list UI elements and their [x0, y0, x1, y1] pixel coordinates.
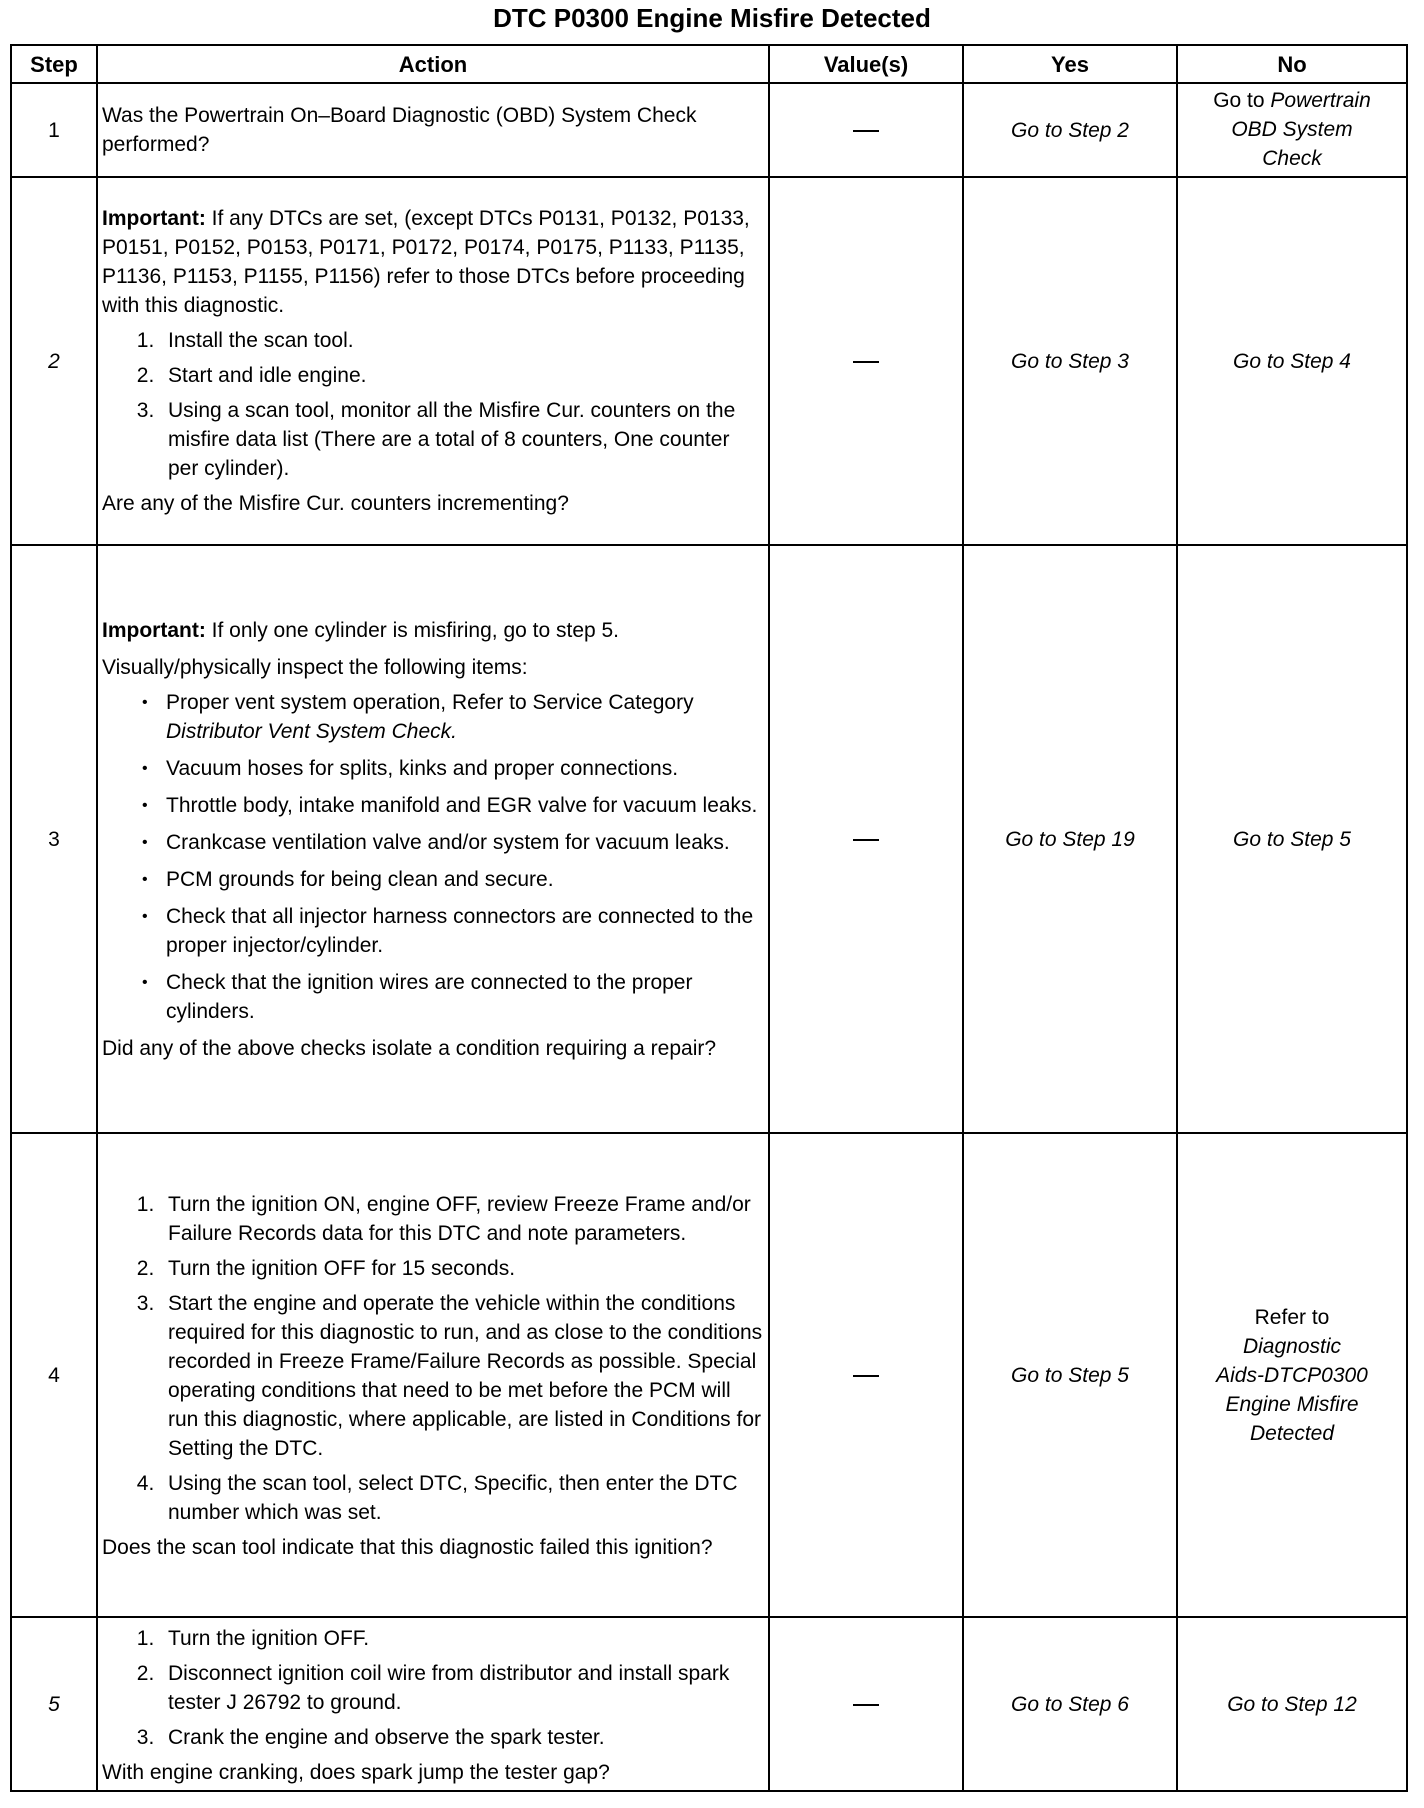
yes-cell: Go to Step 5 [963, 1133, 1177, 1617]
no-cell: Go to Step 12 [1177, 1617, 1407, 1791]
important-note [102, 204, 764, 320]
action-question: Did any of the above checks isolate a condition requiring a repair? [102, 1036, 717, 1060]
step-number: 2 [11, 177, 97, 545]
no-text: Refer to [1254, 1305, 1330, 1329]
action-question: Are any of the Misfire Cur. counters incrementing? [102, 492, 569, 515]
item-reference: Distributor Vent System Check. [166, 719, 457, 743]
action-cell [97, 1617, 769, 1791]
dash-mark [853, 1375, 879, 1377]
list-item: • Throttle body, intake manifold and EGR valve for vacuum leaks. [166, 791, 764, 820]
important-note [102, 616, 764, 645]
no-text: Go to [1213, 89, 1265, 112]
list-item: • Crankcase ventilation valve and/or system for vacuum leaks. [166, 828, 764, 857]
list-item: 2. Turn the ignition OFF for 15 seconds. [166, 1254, 764, 1283]
yes-cell: Go to Step 19 [963, 545, 1177, 1133]
header-step: Step [11, 45, 97, 83]
step-number: 5 [11, 1617, 97, 1791]
dash-mark [853, 839, 879, 841]
list-item: 1. Turn the ignition OFF. [166, 1624, 764, 1653]
list-item: 1. Turn the ignition ON, engine OFF, review Freeze Frame and/or Failure Records data for this DTC and note parameters. [166, 1190, 764, 1248]
yes-cell: Go to Step 2 [963, 83, 1177, 177]
list-item: 3. Crank the engine and observe the spark tester. [166, 1723, 764, 1752]
action-cell [97, 545, 769, 1133]
item-text: Proper vent system operation, Refer to Service Category [166, 690, 694, 714]
important-text: If only one cylinder is misfiring, go to step 5. [205, 618, 620, 642]
no-cell [1177, 83, 1407, 177]
inspection-list [102, 688, 764, 1026]
no-link: Detected [1249, 1421, 1335, 1445]
dash-mark [853, 361, 879, 363]
header-no: No [1177, 45, 1407, 83]
step-number: 4 [11, 1133, 97, 1617]
header-values: Value(s) [769, 45, 963, 83]
value-cell [769, 1617, 963, 1791]
list-item: 3. Start the engine and operate the vehicle within the conditions required for this diagnostic to run, and as close to the conditions recorded in Freeze Frame/Failure Records as possible. Special operating conditions that need to be met before the PCM will run this diagnostic, where applicable, are listed in Conditions for Setting the DTC. [166, 1289, 764, 1463]
header-yes: Yes [963, 45, 1177, 83]
value-cell [769, 1133, 963, 1617]
important-text: If any DTCs are set, (except DTCs P0131, P0132, P0133, P0151, P0152, P0153, P0171, P0172, P0174, P0175, P1133, P1135, P1136, P1153, P1155, P1156) refer to those DTCs before proceeding with this diagnostic. [102, 207, 750, 317]
step-list [102, 1624, 764, 1752]
list-item: • Vacuum hoses for splits, kinks and proper connections. [166, 754, 764, 783]
yes-cell: Go to Step 6 [963, 1617, 1177, 1791]
diagnostic-table [10, 44, 1408, 1792]
yes-cell: Go to Step 3 [963, 177, 1177, 545]
table-header-row [11, 45, 1407, 83]
list-item [166, 688, 764, 746]
step-list [102, 1190, 764, 1527]
step-number: 1 [11, 83, 97, 177]
important-label: Important: [102, 207, 206, 230]
no-link: Engine Misfire [1225, 1392, 1359, 1416]
table-row-step-2 [11, 177, 1407, 545]
dash-mark [853, 1704, 879, 1706]
value-cell [769, 83, 963, 177]
no-cell: Go to Step 5 [1177, 545, 1407, 1133]
action-question: Was the Powertrain On–Board Diagnostic (OBD) System Check performed? [102, 104, 697, 156]
page-title: DTC P0300 Engine Misfire Detected [493, 3, 931, 33]
value-cell [769, 545, 963, 1133]
dash-mark [853, 130, 879, 132]
list-item: 4. Using the scan tool, select DTC, Specific, then enter the DTC number which was set. [166, 1469, 764, 1527]
no-link: Powertrain [1270, 89, 1371, 112]
list-item: • Check that all injector harness connectors are connected to the proper injector/cylinder. [166, 902, 764, 960]
action-cell [97, 177, 769, 545]
step-number: 3 [11, 545, 97, 1133]
list-item: • Check that the ignition wires are connected to the proper cylinders. [166, 968, 764, 1026]
action-cell [97, 83, 769, 177]
table-row-step-3 [11, 545, 1407, 1133]
action-question: With engine cranking, does spark jump the tester gap? [102, 1760, 610, 1784]
list-item: • PCM grounds for being clean and secure. [166, 865, 764, 894]
table-row-step-1 [11, 83, 1407, 177]
header-action: Action [97, 45, 769, 83]
list-item: 1. Install the scan tool. [166, 326, 764, 355]
no-link: Aids-DTCP0300 [1216, 1363, 1368, 1387]
inspection-intro: Visually/physically inspect the following items: [102, 655, 528, 679]
list-item: 3. Using a scan tool, monitor all the Misfire Cur. counters on the misfire data list (There are a total of 8 counters, One counter per cylinder). [166, 396, 764, 483]
table-row-step-4 [11, 1133, 1407, 1617]
action-question: Does the scan tool indicate that this diagnostic failed this ignition? [102, 1536, 713, 1559]
important-label: Important: [102, 618, 206, 642]
no-link: Diagnostic [1242, 1334, 1342, 1358]
no-cell: Go to Step 4 [1177, 177, 1407, 545]
value-cell [769, 177, 963, 545]
no-link: Check [1262, 147, 1322, 170]
table-row-step-5 [11, 1617, 1407, 1791]
no-link: OBD System [1231, 118, 1353, 141]
action-cell [97, 1133, 769, 1617]
no-cell [1177, 1133, 1407, 1617]
list-item: 2. Disconnect ignition coil wire from distributor and install spark tester J 26792 to ground. [166, 1659, 764, 1717]
list-item: 2. Start and idle engine. [166, 361, 764, 390]
step-list [102, 326, 764, 483]
